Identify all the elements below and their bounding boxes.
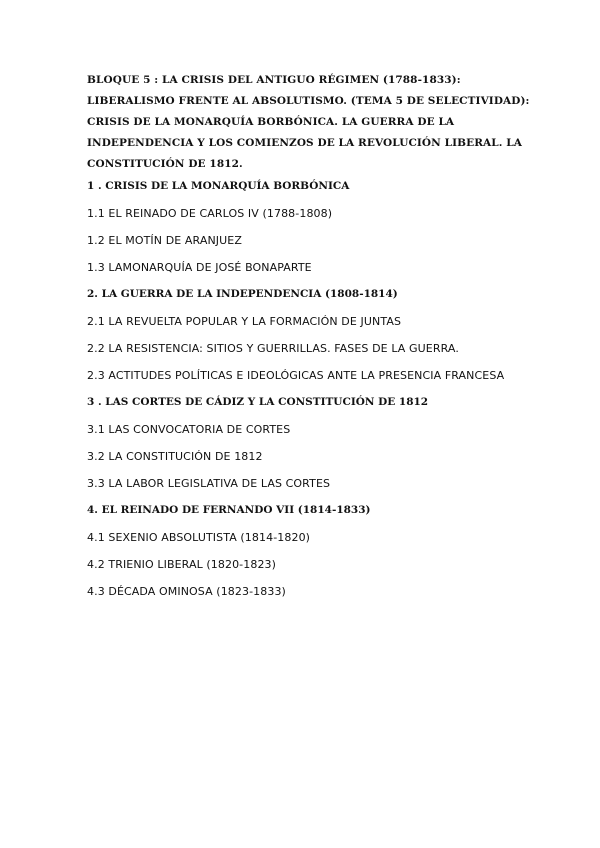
list-item: 4.1 SEXENIO ABSOLUTISTA (1814-1820)	[87, 531, 311, 544]
list-item: 3.3 LA LABOR LEGISLATIVA DE LAS CORTES	[87, 477, 331, 490]
list-item: 2.1 LA REVUELTA POPULAR Y LA FORMACIÓN DE JUNTAS	[87, 315, 402, 328]
list-item: 3.2 LA CONSTITUCIÓN DE 1812	[87, 450, 263, 463]
document-title	[87, 70, 530, 175]
list-item: 1.3 LAMONARQUÍA DE JOSÉ BONAPARTE	[87, 261, 312, 274]
list-item: 4.3 DÉCADA OMINOSA (1823-1833)	[87, 585, 286, 598]
section-heading-2: 2. LA GUERRA DE LA INDEPENDENCIA (1808-1814)	[87, 288, 398, 300]
list-item: 2.3 ACTITUDES POLÍTICAS E IDEOLÓGICAS ANTE LA PRESENCIA FRANCESA	[87, 369, 505, 382]
title-line: LIBERALISMO FRENTE AL ABSOLUTISMO. (TEMA 5 DE SELECTIVIDAD):	[87, 95, 530, 107]
list-item: 3.1 LAS CONVOCATORIA DE CORTES	[87, 423, 291, 436]
document-page	[87, 70, 530, 610]
section-heading-3: 3 . LAS CORTES DE CÁDIZ Y LA CONSTITUCIÓN DE 1812	[87, 396, 429, 408]
title-line: INDEPENDENCIA Y LOS COMIENZOS DE LA REVOLUCIÓN LIBERAL. LA	[87, 137, 522, 149]
title-line: CONSTITUCIÓN DE 1812.	[87, 158, 243, 170]
list-item: 1.2 EL MOTÍN DE ARANJUEZ	[87, 234, 242, 247]
section-heading-4: 4. EL REINADO DE FERNANDO VII (1814-1833)	[87, 504, 371, 516]
section-heading-1: 1 . CRISIS DE LA MONARQUÍA BORBÓNICA	[87, 180, 350, 192]
title-line: CRISIS DE LA MONARQUÍA BORBÓNICA. LA GUERRA DE LA	[87, 116, 455, 128]
list-item: 2.2 LA RESISTENCIA: SITIOS Y GUERRILLAS. FASES DE LA GUERRA.	[87, 342, 459, 355]
title-line: BLOQUE 5 : LA CRISIS DEL ANTIGUO RÉGIMEN (1788-1833):	[87, 74, 461, 86]
list-item: 1.1 EL REINADO DE CARLOS IV (1788-1808)	[87, 207, 333, 220]
list-item: 4.2 TRIENIO LIBERAL (1820-1823)	[87, 558, 277, 571]
